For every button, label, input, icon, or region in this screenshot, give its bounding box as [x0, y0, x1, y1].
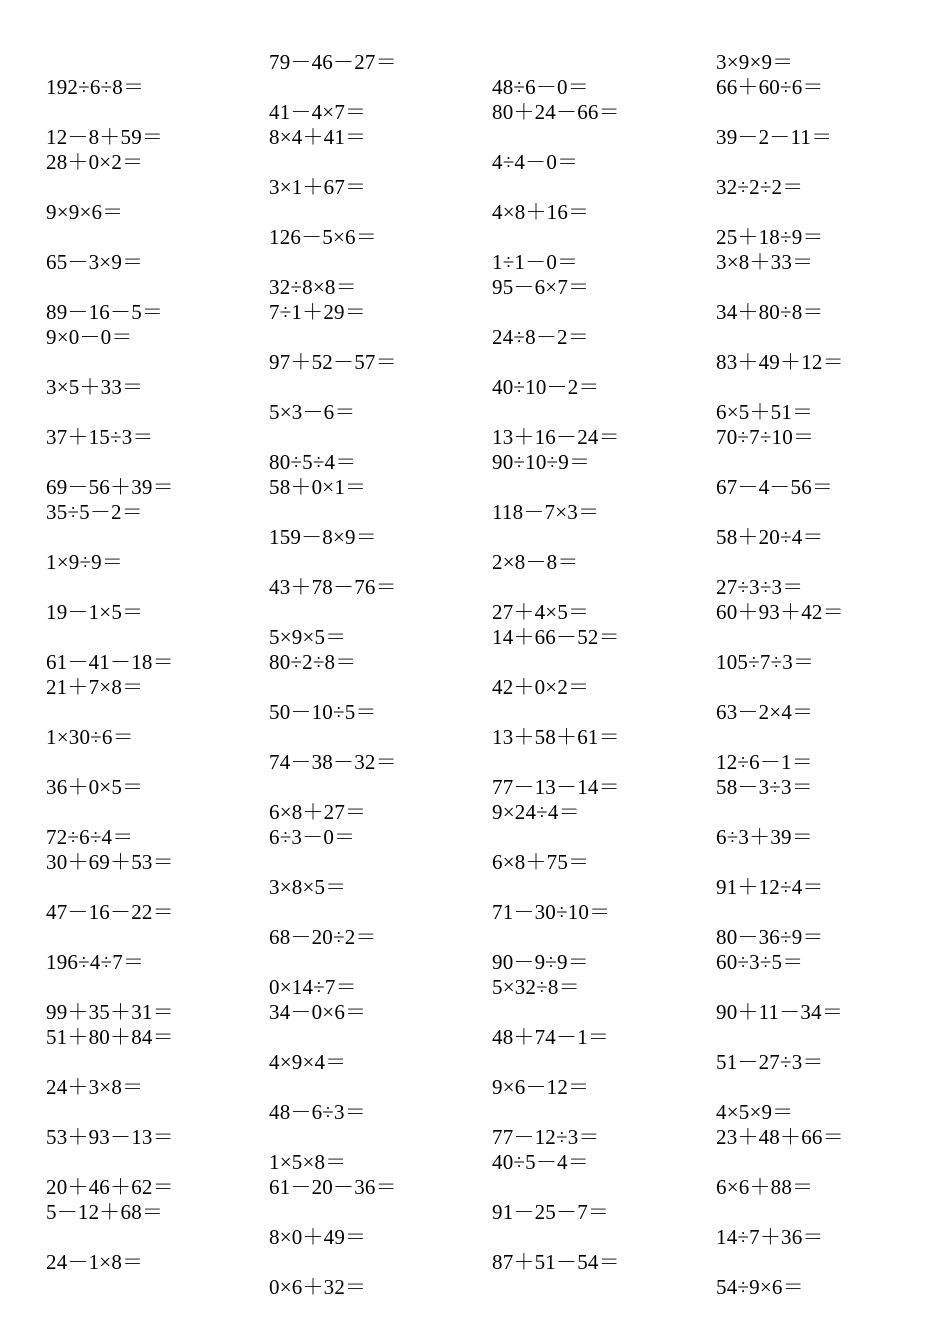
- arithmetic-problem: 9×0－0＝: [46, 325, 133, 349]
- arithmetic-problem: 72÷6÷4＝: [46, 825, 134, 849]
- arithmetic-problem: 58＋20÷4＝: [716, 525, 824, 549]
- arithmetic-problem: 23＋48＋66＝: [716, 1125, 844, 1149]
- arithmetic-problem: 6÷3＋39＝: [716, 825, 813, 849]
- arithmetic-problem: 48÷6－0＝: [492, 75, 589, 99]
- arithmetic-problem: 90÷10÷9＝: [492, 450, 591, 474]
- arithmetic-problem: 43＋78－76＝: [269, 575, 397, 599]
- arithmetic-problem: 9×24÷4＝: [492, 800, 580, 824]
- arithmetic-problem: 8×4＋41＝: [269, 125, 367, 149]
- arithmetic-problem: 53＋93－13＝: [46, 1125, 174, 1149]
- arithmetic-problem: 2×8－8＝: [492, 550, 579, 574]
- arithmetic-problem: 14＋66－52＝: [492, 625, 620, 649]
- arithmetic-problem: 21＋7×8＝: [46, 675, 144, 699]
- arithmetic-problem: 74－38－32＝: [269, 750, 397, 774]
- arithmetic-problem: 99＋35＋31＝: [46, 1000, 174, 1024]
- arithmetic-problem: 67－4－56＝: [716, 475, 834, 499]
- arithmetic-problem: 77－13－14＝: [492, 775, 620, 799]
- arithmetic-problem: 71－30÷10＝: [492, 900, 611, 924]
- arithmetic-problem: 105÷7÷3＝: [716, 650, 815, 674]
- arithmetic-problem: 6×6＋88＝: [716, 1175, 814, 1199]
- arithmetic-problem: 36＋0×5＝: [46, 775, 144, 799]
- arithmetic-problem: 51＋80＋84＝: [46, 1025, 174, 1049]
- arithmetic-problem: 27＋4×5＝: [492, 600, 590, 624]
- arithmetic-problem: 37＋15÷3＝: [46, 425, 154, 449]
- arithmetic-problem: 80÷5÷4＝: [269, 450, 357, 474]
- arithmetic-problem: 0×14÷7＝: [269, 975, 357, 999]
- arithmetic-problem: 39－2－11＝: [716, 125, 833, 149]
- arithmetic-problem: 91＋12÷4＝: [716, 875, 824, 899]
- problem-column-4: [716, 0, 936, 1344]
- arithmetic-problem: 192÷6÷8＝: [46, 75, 145, 99]
- arithmetic-problem: 60＋93＋42＝: [716, 600, 844, 624]
- arithmetic-problem: 7÷1＋29＝: [269, 300, 366, 324]
- arithmetic-problem: 5×9×5＝: [269, 625, 347, 649]
- arithmetic-problem: 3×8×5＝: [269, 875, 347, 899]
- arithmetic-problem: 48＋74－1＝: [492, 1025, 610, 1049]
- arithmetic-problem: 28＋0×2＝: [46, 150, 144, 174]
- arithmetic-problem: 80＋24－66＝: [492, 100, 620, 124]
- arithmetic-problem: 6×8＋27＝: [269, 800, 367, 824]
- arithmetic-problem: 25＋18÷9＝: [716, 225, 824, 249]
- arithmetic-problem: 47－16－22＝: [46, 900, 174, 924]
- arithmetic-problem: 79－46－27＝: [269, 50, 397, 74]
- arithmetic-problem: 196÷4÷7＝: [46, 950, 145, 974]
- problem-column-2: [269, 0, 489, 1344]
- arithmetic-problem: 4×8＋16＝: [492, 200, 590, 224]
- arithmetic-problem: 50－10÷5＝: [269, 700, 377, 724]
- arithmetic-problem: 32÷2÷2＝: [716, 175, 804, 199]
- arithmetic-problem: 95－6×7＝: [492, 275, 590, 299]
- arithmetic-problem: 1×9÷9＝: [46, 550, 124, 574]
- arithmetic-problem: 34＋80÷8＝: [716, 300, 824, 324]
- arithmetic-problem: 6÷3－0＝: [269, 825, 356, 849]
- arithmetic-problem: 4×9×4＝: [269, 1050, 347, 1074]
- arithmetic-problem: 97＋52－57＝: [269, 350, 397, 374]
- arithmetic-problem: 32÷8×8＝: [269, 275, 357, 299]
- arithmetic-problem: 24÷8－2＝: [492, 325, 589, 349]
- arithmetic-problem: 27÷3÷3＝: [716, 575, 804, 599]
- arithmetic-problem: 4×5×9＝: [716, 1100, 794, 1124]
- arithmetic-problem: 3×9×9＝: [716, 50, 794, 74]
- arithmetic-problem: 12－8＋59＝: [46, 125, 164, 149]
- arithmetic-problem: 0×6＋32＝: [269, 1275, 367, 1299]
- problem-column-3: [492, 0, 712, 1344]
- arithmetic-problem: 91－25－7＝: [492, 1200, 610, 1224]
- arithmetic-problem: 89－16－5＝: [46, 300, 164, 324]
- arithmetic-problem: 70÷7÷10＝: [716, 425, 815, 449]
- arithmetic-problem: 42＋0×2＝: [492, 675, 590, 699]
- arithmetic-problem: 83＋49＋12＝: [716, 350, 844, 374]
- arithmetic-problem: 9×6－12＝: [492, 1075, 590, 1099]
- arithmetic-problem: 58＋0×1＝: [269, 475, 367, 499]
- arithmetic-problem: 87＋51－54＝: [492, 1250, 620, 1274]
- arithmetic-problem: 20＋46＋62＝: [46, 1175, 174, 1199]
- arithmetic-problem: 77－12÷3＝: [492, 1125, 600, 1149]
- arithmetic-problem: 63－2×4＝: [716, 700, 814, 724]
- arithmetic-problem: 9×9×6＝: [46, 200, 124, 224]
- arithmetic-problem: 80－36÷9＝: [716, 925, 824, 949]
- arithmetic-problem: 159－8×9＝: [269, 525, 377, 549]
- arithmetic-problem: 3×1＋67＝: [269, 175, 367, 199]
- arithmetic-problem: 19－1×5＝: [46, 600, 144, 624]
- arithmetic-problem: 65－3×9＝: [46, 250, 144, 274]
- arithmetic-problem: 24＋3×8＝: [46, 1075, 144, 1099]
- arithmetic-problem: 34－0×6＝: [269, 1000, 367, 1024]
- arithmetic-problem: 90＋11－34＝: [716, 1000, 844, 1024]
- arithmetic-problem: 1÷1－0＝: [492, 250, 579, 274]
- arithmetic-problem: 58－3÷3＝: [716, 775, 813, 799]
- arithmetic-problem: 13＋58＋61＝: [492, 725, 620, 749]
- arithmetic-problem: 61－20－36＝: [269, 1175, 397, 1199]
- arithmetic-problem: 68－20÷2＝: [269, 925, 377, 949]
- arithmetic-problem: 1×30÷6＝: [46, 725, 134, 749]
- arithmetic-problem: 51－27÷3＝: [716, 1050, 824, 1074]
- arithmetic-problem: 1×5×8＝: [269, 1150, 347, 1174]
- arithmetic-problem: 69－56＋39＝: [46, 475, 174, 499]
- arithmetic-problem: 41－4×7＝: [269, 100, 367, 124]
- arithmetic-problem: 8×0＋49＝: [269, 1225, 367, 1249]
- arithmetic-problem: 54÷9×6＝: [716, 1275, 804, 1299]
- arithmetic-problem: 80÷2÷8＝: [269, 650, 357, 674]
- arithmetic-problem: 6×5＋51＝: [716, 400, 814, 424]
- arithmetic-problem: 3×5＋33＝: [46, 375, 144, 399]
- arithmetic-problem: 61－41－18＝: [46, 650, 174, 674]
- arithmetic-problem: 30＋69＋53＝: [46, 850, 174, 874]
- arithmetic-problem: 3×8＋33＝: [716, 250, 814, 274]
- arithmetic-problem: 40÷5－4＝: [492, 1150, 589, 1174]
- arithmetic-problem: 48－6÷3＝: [269, 1100, 366, 1124]
- problem-column-1: [46, 0, 266, 1344]
- arithmetic-problem: 13＋16－24＝: [492, 425, 620, 449]
- arithmetic-problem: 14÷7＋36＝: [716, 1225, 824, 1249]
- arithmetic-problem: 60÷3÷5＝: [716, 950, 804, 974]
- arithmetic-problem: 35÷5－2＝: [46, 500, 143, 524]
- arithmetic-problem: 4÷4－0＝: [492, 150, 579, 174]
- arithmetic-problem: 118－7×3＝: [492, 500, 600, 524]
- arithmetic-problem: 66＋60÷6＝: [716, 75, 824, 99]
- arithmetic-problem: 126－5×6＝: [269, 225, 377, 249]
- arithmetic-problem: 90－9÷9＝: [492, 950, 589, 974]
- arithmetic-problem: 40÷10－2＝: [492, 375, 600, 399]
- arithmetic-problem: 12÷6－1＝: [716, 750, 813, 774]
- arithmetic-problem: 6×8＋75＝: [492, 850, 590, 874]
- arithmetic-problem: 5×32÷8＝: [492, 975, 580, 999]
- arithmetic-problem: 5×3－6＝: [269, 400, 356, 424]
- arithmetic-problem: 24－1×8＝: [46, 1250, 144, 1274]
- arithmetic-problem: 5－12＋68＝: [46, 1200, 164, 1224]
